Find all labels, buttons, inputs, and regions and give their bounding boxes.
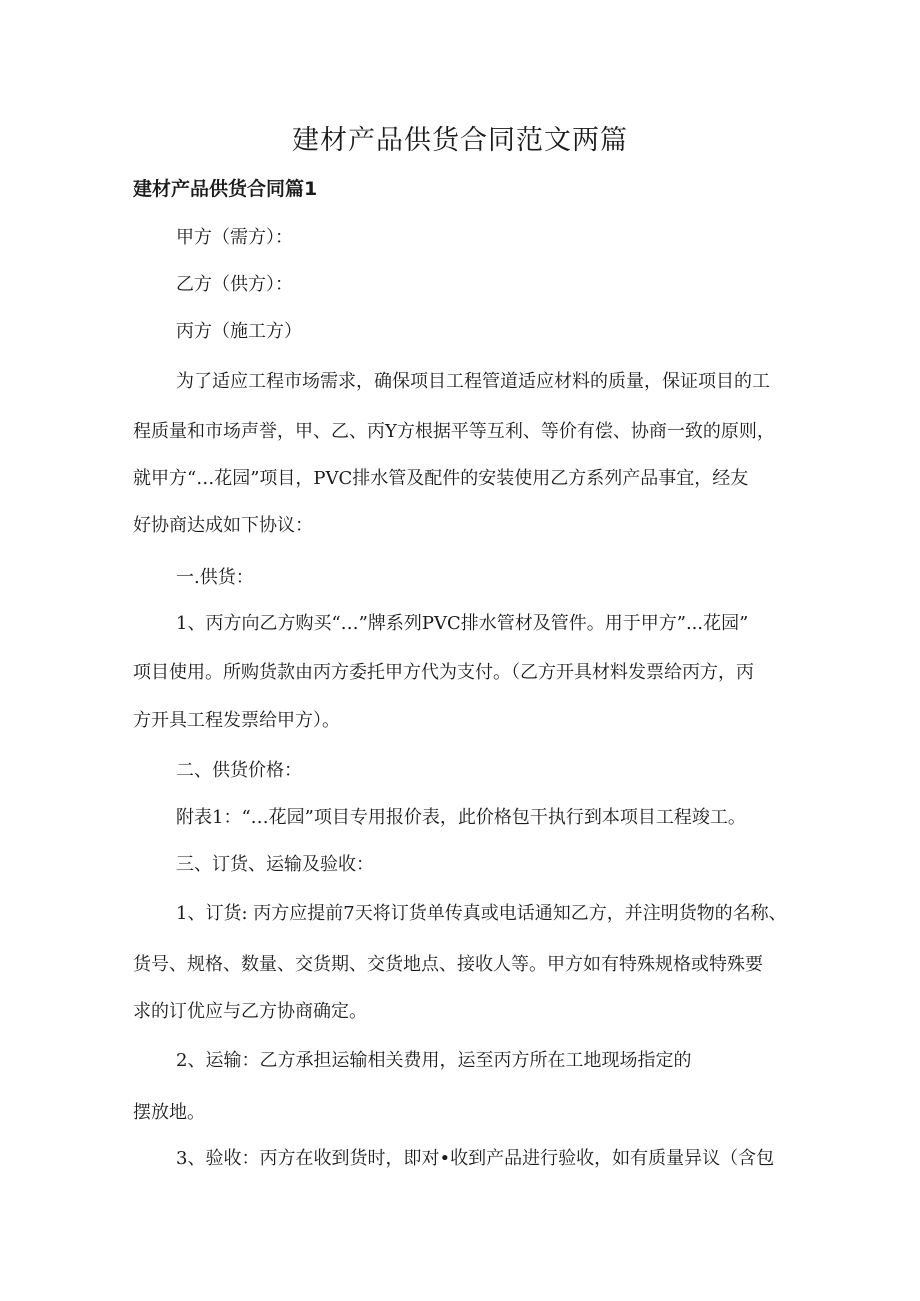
party-c-line: 丙方（施工方）: [176, 321, 302, 342]
paragraph-line: 1、丙方向乙方购买“…”牌系列PVC排水管材及管件。用于甲方”...花园”: [176, 613, 749, 634]
clause-heading: 二、供货价格：: [176, 760, 302, 781]
paragraph-line: 3、验收：丙方在收到货时，即对•收到产品进行验收，如有质量异议（含包: [176, 1148, 775, 1169]
paragraph-line: 1、订货: 丙方应提前7天将订货单传真或电话通知乙方，并注明货物的名称、: [176, 903, 787, 924]
clause-heading: 一.供货：: [176, 567, 254, 588]
document-title: 建材产品供货合同范文两篇: [292, 125, 628, 156]
party-a-line: 甲方（需方）：: [176, 227, 293, 248]
paragraph-line: 为了适应工程市场需求，确保项目工程管道适应材料的质量，保证项目的工: [176, 371, 770, 392]
paragraph-line: 摆放地。: [133, 1102, 205, 1123]
paragraph-line: 就甲方“…花园”项目，PVC排水管及配件的安装使用乙方系列产品事宜，经友: [133, 468, 749, 489]
paragraph-line: 2、运输：乙方承担运输相关费用，运至丙方所在工地现场指定的: [176, 1050, 692, 1071]
paragraph-line: 好协商达成如下协议：: [133, 515, 313, 536]
clause-heading: 三、订货、运输及验收：: [176, 854, 374, 875]
paragraph-line: 求的订优应与乙方协商确定。: [133, 1001, 367, 1022]
paragraph-line: 程质量和市场声誉，甲、乙、丙Y方根据平等互利、等价有偿、协商一致的原则，: [133, 421, 775, 442]
paragraph-line: 项目使用。所购货款由丙方委托甲方代为支付。（乙方开具材料发票给丙方，丙: [133, 662, 754, 683]
party-b-line: 乙方（供方）：: [176, 274, 293, 295]
paragraph-line: 附表1：“…花园”项目专用报价表，此价格包干执行到本项目工程竣工。: [176, 807, 746, 828]
paragraph-line: 货号、规格、数量、交货期、交货地点、接收人等。甲方如有特殊规格或特殊要: [133, 954, 763, 975]
paragraph-line: 方开具工程发票给甲方）。: [133, 710, 340, 731]
section-heading: 建材产品供货合同篇1: [133, 178, 318, 200]
